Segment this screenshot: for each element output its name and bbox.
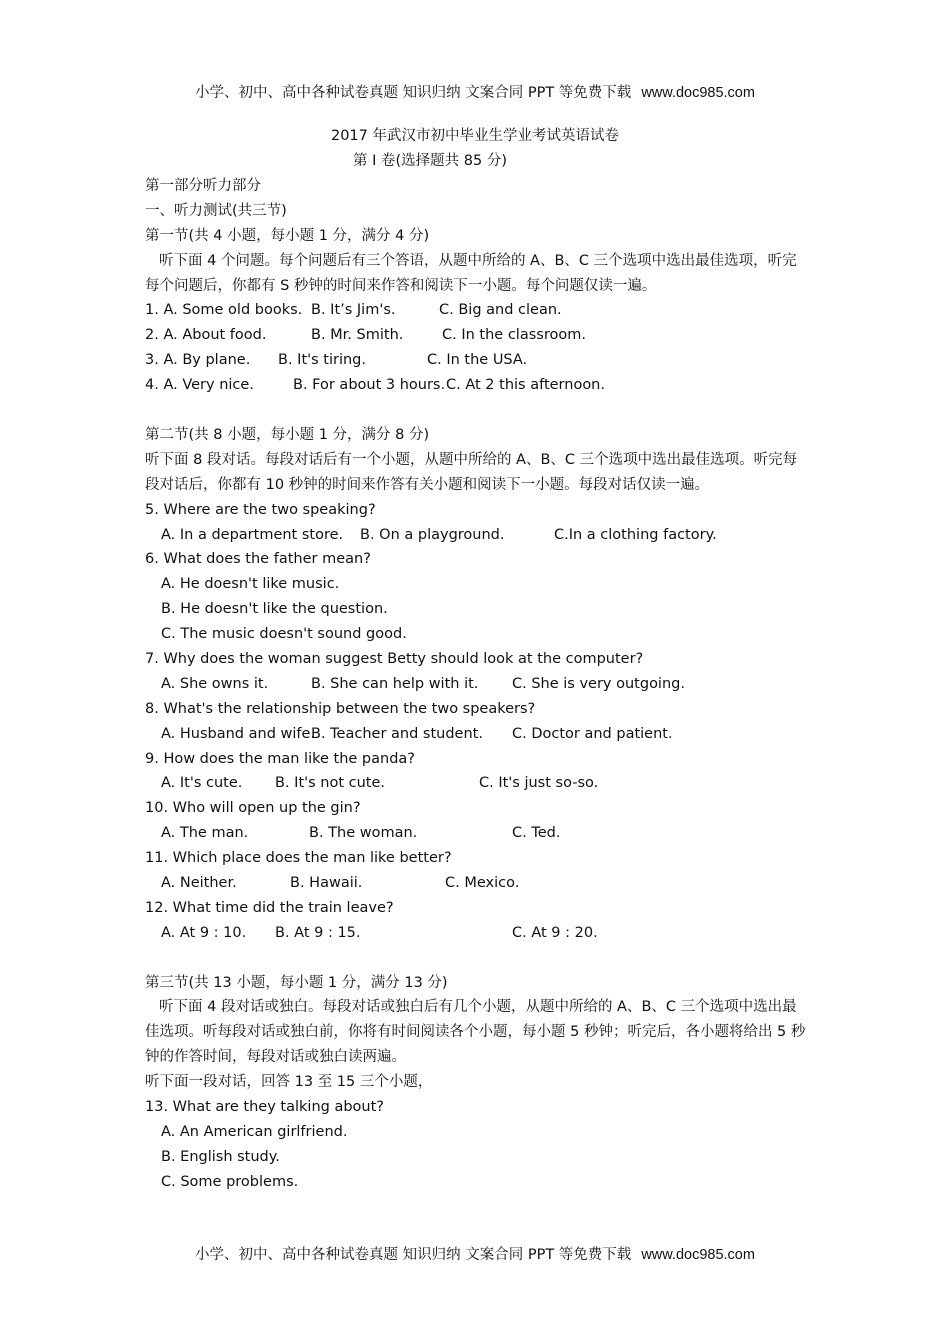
s3-instructions: 听下面 4 段对话或独白。每段对话或独白后有几个小题，从题中所给的 A、B、C 三个选项中选出最佳选项。听每段对话或独白前，你将有时间阅读各个小题，每小题 5 秒钟；听完后，各小题将给出 5 秒钟的作答时间，每段对话或独白读两遍。 — [145, 999, 806, 1066]
question-4 — [145, 373, 810, 398]
q8-option-a: A. Husband and wife. — [161, 725, 316, 742]
q13-option-b: B. English study. — [161, 1148, 280, 1165]
q7-option-c: C. She is very outgoing. — [512, 675, 685, 692]
q10-option-c: C. Ted. — [512, 825, 561, 842]
question-6: 6. What does the father mean? — [145, 551, 371, 568]
footer-url[interactable]: www.doc985.com — [641, 1247, 755, 1263]
question-2 — [145, 323, 810, 348]
q4-option-c: C. At 2 this afternoon. — [446, 377, 605, 394]
q11-option-b: B. Hawaii. — [290, 875, 363, 891]
q11-option-a: A. Neither. — [161, 875, 237, 891]
exam-title: 2017 年武汉市初中毕业生学业考试英语试卷 — [330, 128, 619, 144]
exam-subtitle: 第 I 卷(选择题共 85 分) — [353, 153, 507, 169]
q7-option-a: A. She owns it. — [161, 675, 269, 692]
q1-option-c: C. Big and clean. — [439, 302, 562, 319]
question-8: 8. What's the relationship between the two speakers? — [145, 700, 536, 717]
q5-option-a: A. In a department store. — [161, 526, 344, 543]
q4-option-a: 4. A. Very nice. — [145, 377, 254, 394]
section-heading: 一、听力测试(共三节) — [145, 202, 287, 219]
q6-option-a: A. He doesn't like music. — [161, 576, 340, 593]
question-11: 11. Which place does the man like better? — [145, 850, 452, 867]
header-text: 小学、初中、高中各种试卷真题 知识归纳 文案合同 PPT 等免费下载 — [195, 85, 632, 101]
part-heading: 第一部分听力部分 — [145, 178, 261, 194]
q9-option-b: B. It's not cute. — [275, 775, 386, 792]
footer-text: 小学、初中、高中各种试卷真题 知识归纳 文案合同 PPT 等免费下载 — [195, 1247, 632, 1263]
header-url[interactable]: www.doc985.com — [641, 85, 755, 101]
q11-option-c: C. Mexico. — [445, 875, 520, 891]
q10-option-b: B. The woman. — [309, 825, 418, 842]
q6-option-b: B. He doesn't like the question. — [161, 601, 388, 618]
q9-options — [145, 771, 810, 796]
question-1 — [145, 298, 810, 323]
q12-options — [145, 921, 810, 946]
question-13: 13. What are they talking about? — [145, 1099, 384, 1116]
q2-option-a: 2. A. About food. — [145, 327, 267, 344]
q7-option-b: B. She can help with it. — [311, 675, 479, 692]
q7-options — [145, 672, 810, 697]
s2-heading: 第二节(共 8 小题，每小题 1 分，满分 8 分) — [145, 426, 430, 443]
q2-option-b: B. Mr. Smith. — [311, 327, 404, 344]
q10-options — [145, 821, 810, 846]
page-header — [0, 83, 950, 103]
exam-content — [145, 174, 810, 1195]
q8-options — [145, 722, 810, 747]
q3-option-a: 3. A. By plane. — [145, 352, 251, 369]
s1-heading: 第一节(共 4 小题，每小题 1 分，满分 4 分) — [145, 227, 430, 244]
question-12: 12. What time did the train leave? — [145, 899, 394, 916]
q12-option-c: C. At 9 : 20. — [512, 924, 598, 941]
q10-option-a: A. The man. — [161, 825, 249, 842]
question-5: 5. Where are the two speaking? — [145, 501, 376, 518]
q9-option-a: A. It's cute. — [161, 775, 243, 792]
q5-option-c: C.In a clothing factory. — [554, 526, 717, 543]
q4-option-b: B. For about 3 hours. — [293, 377, 446, 394]
q11-options — [145, 871, 810, 896]
q5-options — [145, 523, 810, 548]
s3-heading: 第三节(共 13 小题，每小题 1 分，满分 13 分) — [145, 974, 448, 991]
q3-option-b: B. It's tiring. — [278, 352, 366, 369]
question-10: 10. Who will open up the gin? — [145, 800, 361, 817]
q9-option-c: C. It's just so-so. — [479, 775, 599, 792]
q13-option-c: C. Some problems. — [161, 1173, 299, 1190]
question-9: 9. How does the man like the panda? — [145, 750, 415, 767]
q12-option-a: A. At 9 : 10. — [161, 924, 247, 941]
question-7: 7. Why does the woman suggest Betty should look at the computer? — [145, 650, 644, 667]
q13-option-a: A. An American girlfriend. — [161, 1123, 348, 1140]
s1-instructions: 听下面 4 个问题。每个问题后有三个答语，从题中所给的 A、B、C 三个选项中选出最佳选项，听完每个问题后，你都有 S 秒钟的时间来作答和阅读下一小题。每个问题仅读一遍。 — [145, 252, 797, 294]
q12-option-b: B. At 9 : 15. — [275, 924, 361, 941]
page-footer — [0, 1245, 950, 1265]
q5-option-b: B. On a playground. — [360, 526, 505, 543]
q1-option-b: B. It’s Jim's. — [311, 302, 396, 319]
q6-option-c: C. The music doesn't sound good. — [161, 626, 407, 643]
q8-option-b: B. Teacher and student. — [311, 725, 483, 742]
q8-option-c: C. Doctor and patient. — [512, 725, 673, 742]
s3-subheading: 听下面一段对话，回答 13 至 15 三个小题， — [145, 1074, 433, 1091]
q3-option-c: C. In the USA. — [427, 352, 528, 369]
q2-option-c: C. In the classroom. — [442, 327, 586, 344]
question-3 — [145, 348, 810, 373]
q1-option-a: 1. A. Some old books. — [145, 302, 303, 319]
s2-instructions: 听下面 8 段对话。每段对话后有一个小题，从题中所给的 A、B、C 三个选项中选出最佳选项。听完每段对话后，你都有 10 秒钟的时间来作答有关小题和阅读下一小题。每段对话仅读一遍。 — [145, 451, 798, 493]
